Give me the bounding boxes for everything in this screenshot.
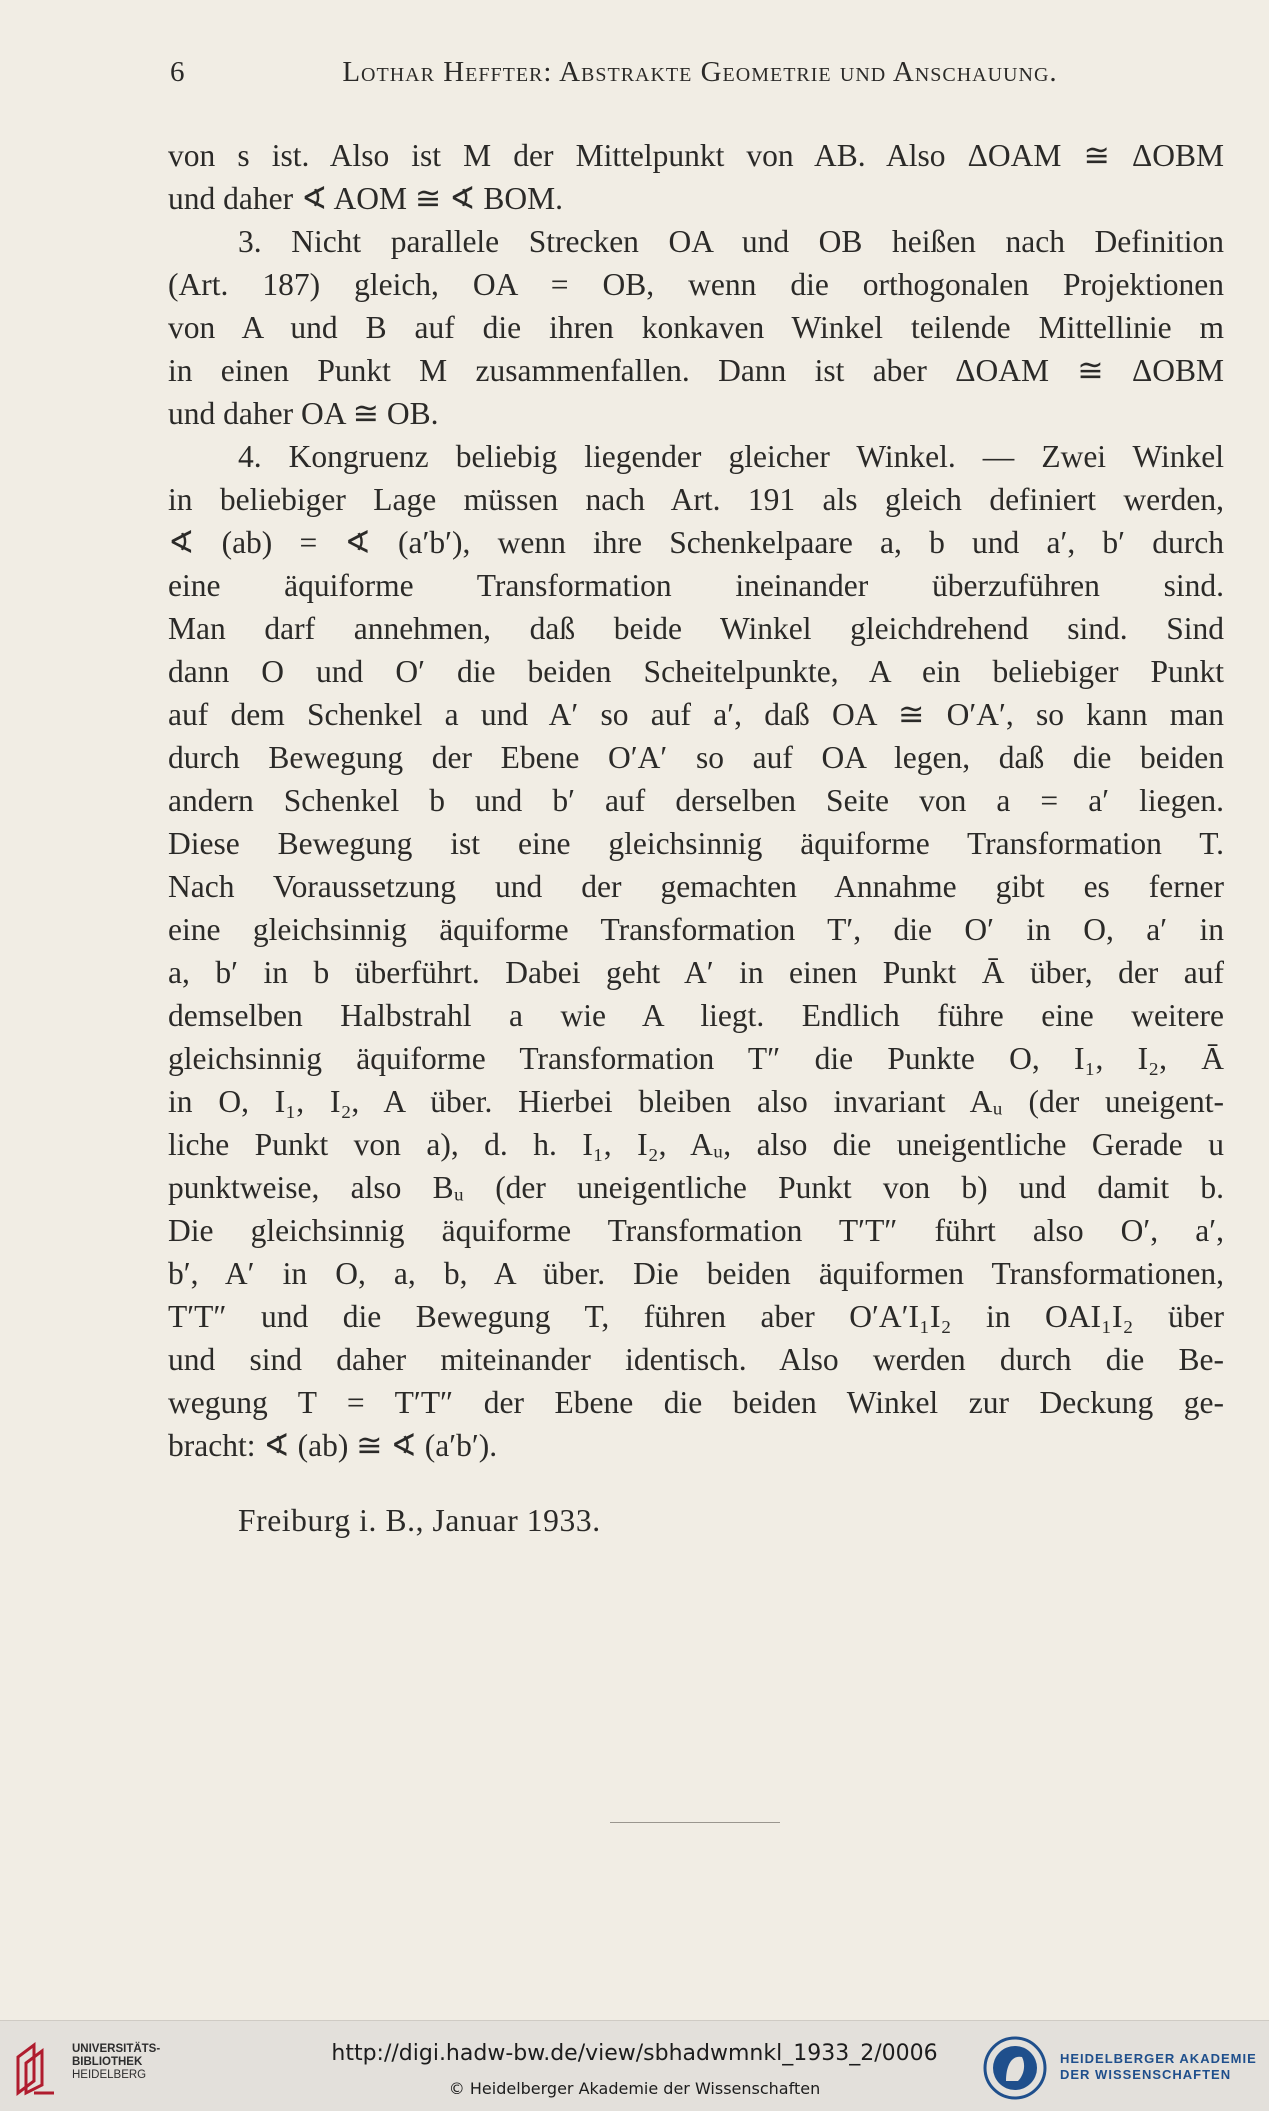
- page-number: 6: [170, 56, 185, 88]
- text-line: (Art. 187) gleich, OA = OB, wenn die orthogonalen Projektionen: [168, 267, 1224, 302]
- text-line: durch Bewegung der Ebene O′A′ so auf OA legen, daß die beiden: [168, 740, 1224, 775]
- text-line: Die gleichsinnig äquiforme Transformation T′T″ führt also O′, a′,: [168, 1213, 1224, 1248]
- library-name-line: BIBLIOTHEK: [72, 2056, 143, 2068]
- academy-name-line: HEIDELBERGER AKADEMIE: [1060, 2051, 1257, 2066]
- text-line: ∢ (ab) = ∢ (a′b′), wenn ihre Schenkelpaare a, b und a′, b′ durch: [168, 525, 1224, 560]
- text-line: auf dem Schenkel a und A′ so auf a′, daß OA ≅ O′A′, so kann man: [168, 697, 1224, 732]
- text-line: und sind daher miteinander identisch. Also werden durch die Be-: [168, 1342, 1224, 1377]
- text-line: eine äquiforme Transformation ineinander überzuführen sind.: [168, 568, 1224, 603]
- text-line: Diese Bewegung ist eine gleichsinnig äquiforme Transformation T.: [168, 826, 1224, 861]
- academy-logo[interactable]: [980, 2035, 1260, 2101]
- text-line: in O, I₁, I₂, A über. Hierbei bleiben also invariant Aᵤ (der uneigent-: [168, 1084, 1224, 1119]
- academy-name-line: DER WISSENSCHAFTEN: [1060, 2067, 1232, 2082]
- text-line: T′T″ und die Bewegung T, führen aber O′A′I₁I₂ in OAI₁I₂ über: [168, 1299, 1224, 1334]
- end-rule: [610, 1822, 780, 1823]
- text-line: 4. Kongruenz beliebig liegender gleicher Winkel. — Zwei Winkel: [238, 439, 1224, 474]
- viewer-footer: [0, 2020, 1269, 2111]
- text-line: andern Schenkel b und b′ auf derselben Seite von a = a′ liegen.: [168, 783, 1224, 818]
- text-line: punktweise, also Bᵤ (der uneigentliche Punkt von b) und damit b.: [168, 1170, 1224, 1205]
- text-line: bracht: ∢ (ab) ≅ ∢ (a′b′).: [168, 1428, 498, 1463]
- text-line: in beliebiger Lage müssen nach Art. 191 als gleich definiert werden,: [168, 482, 1224, 517]
- copyright-notice: © Heidelberger Akademie der Wissenschaften: [448, 2079, 821, 2098]
- place-date-line: Freiburg i. B., Januar 1933.: [238, 1503, 601, 1538]
- text-line: liche Punkt von a), d. h. I₁, I₂, Aᵤ, also die uneigentliche Gerade u: [168, 1127, 1224, 1162]
- body-text: [168, 134, 1224, 1467]
- text-line: eine gleichsinnig äquiforme Transformation T′, die O′ in O, a′ in: [168, 912, 1224, 947]
- library-name-line: UNIVERSITÄTS-: [72, 2043, 161, 2055]
- text-line: a, b′ in b überführt. Dabei geht A′ in einen Punkt Ā über, der auf: [168, 955, 1224, 990]
- text-line: und daher ∢ AOM ≅ ∢ BOM.: [168, 181, 564, 216]
- text-line: demselben Halbstrahl a wie A liegt. Endlich führe eine weitere: [168, 998, 1224, 1033]
- academy-name: [1060, 2051, 1257, 2083]
- text-line: gleichsinnig äquiforme Transformation T″ die Punkte O, I₁, I₂, Ā: [168, 1041, 1224, 1076]
- text-line: Nach Voraussetzung und der gemachten Annahme gibt es ferner: [168, 869, 1224, 904]
- text-line: und daher OA ≅ OB.: [168, 396, 439, 431]
- running-head: Lothar Heffter: Abstrakte Geometrie und Anschauung.: [342, 56, 1058, 88]
- text-line: 3. Nicht parallele Strecken OA und OB heißen nach Definition: [238, 224, 1224, 259]
- text-line: dann O und O′ die beiden Scheitelpunkte, A ein beliebiger Punkt: [168, 654, 1224, 689]
- text-line: Man darf annehmen, daß beide Winkel gleichdrehend sind. Sind: [168, 611, 1224, 646]
- text-line: b′, A′ in O, a, b, A über. Die beiden äquiformen Transformationen,: [168, 1256, 1224, 1291]
- page-header: [170, 56, 1230, 96]
- text-line: in einen Punkt M zusammenfallen. Dann ist aber ΔOAM ≅ ΔOBM: [168, 353, 1224, 388]
- permalink-url[interactable]: http://digi.hadw-bw.de/view/sbhadwmnkl_1933_2/0006: [331, 2041, 938, 2066]
- text-line: von s ist. Also ist M der Mittelpunkt von AB. Also ΔOAM ≅ ΔOBM: [168, 138, 1224, 173]
- academy-seal-icon: [982, 2035, 1048, 2101]
- text-line: von A und B auf die ihren konkaven Winkel teilende Mittellinie m: [168, 310, 1224, 345]
- text-line: wegung T = T′T″ der Ebene die beiden Winkel zur Deckung ge-: [168, 1385, 1224, 1420]
- library-name-line: HEIDELBERG: [72, 2069, 147, 2081]
